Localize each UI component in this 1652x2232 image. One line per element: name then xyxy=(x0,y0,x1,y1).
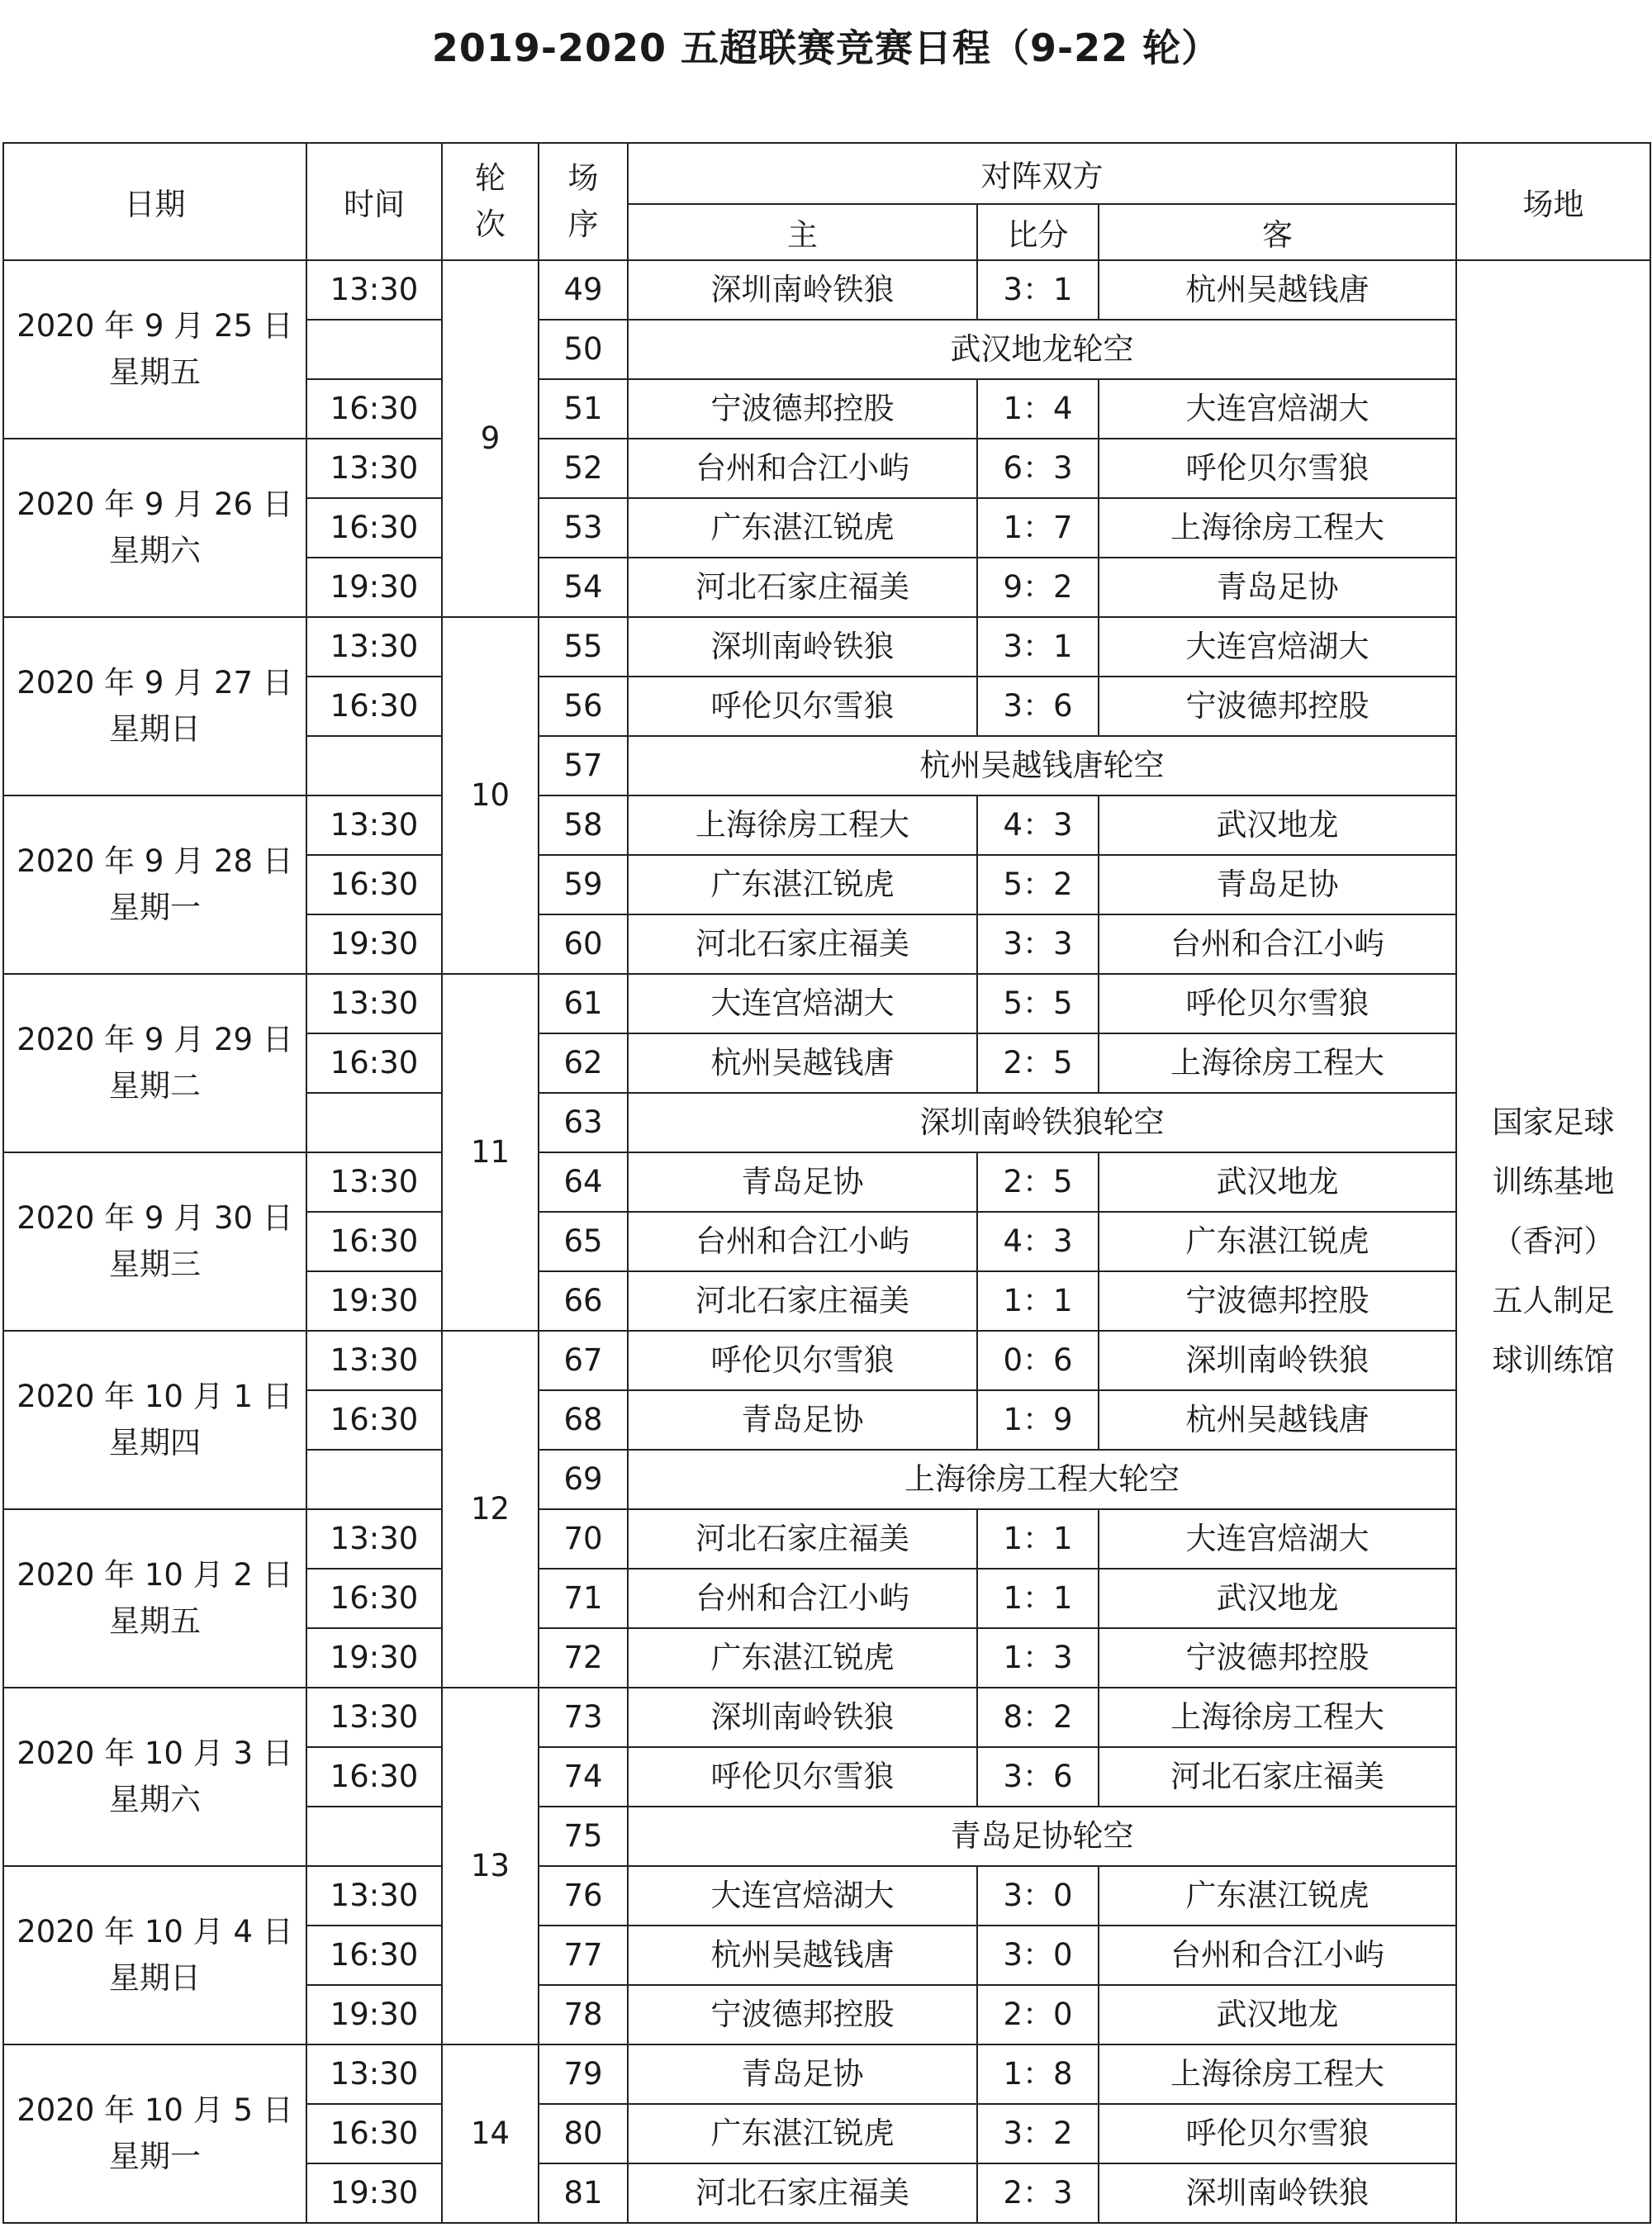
home-team-cell: 大连宫焙湖大 xyxy=(628,974,977,1033)
away-team-cell: 青岛足协 xyxy=(1099,558,1456,617)
header-round: 轮 次 xyxy=(442,143,539,260)
score-cell: 3：1 xyxy=(977,260,1099,320)
match-no-cell: 81 xyxy=(539,2163,628,2223)
match-no-cell: 65 xyxy=(539,1212,628,1271)
match-no-cell: 52 xyxy=(539,439,628,498)
match-no-cell: 78 xyxy=(539,1985,628,2044)
date-cell xyxy=(3,974,306,1152)
away-team-cell: 深圳南岭铁狼 xyxy=(1099,2163,1456,2223)
venue-line: 球训练馆 xyxy=(1492,1342,1615,1378)
score-cell: 3：1 xyxy=(977,617,1099,677)
time-cell: 13:30 xyxy=(306,1866,442,1926)
away-team-cell: 上海徐房工程大 xyxy=(1099,1688,1456,1747)
home-team-cell: 深圳南岭铁狼 xyxy=(628,617,977,677)
time-cell: 16:30 xyxy=(306,677,442,736)
round-cell: 13 xyxy=(442,1688,539,2044)
match-no-cell: 49 xyxy=(539,260,628,320)
match-no-cell: 54 xyxy=(539,558,628,617)
table-row xyxy=(3,1152,1650,1212)
date-cell xyxy=(3,1688,306,1866)
score-cell: 5：5 xyxy=(977,974,1099,1033)
home-team-cell: 大连宫焙湖大 xyxy=(628,1866,977,1926)
date-cell xyxy=(3,1866,306,2044)
match-no-cell: 71 xyxy=(539,1569,628,1628)
header-date: 日期 xyxy=(3,143,306,260)
venue-line: （香河） xyxy=(1492,1223,1615,1259)
header-venue: 场地 xyxy=(1456,143,1650,260)
score-cell: 1：9 xyxy=(977,1390,1099,1450)
score-cell: 1：7 xyxy=(977,498,1099,558)
score-cell: 2：3 xyxy=(977,2163,1099,2223)
match-no-cell: 64 xyxy=(539,1152,628,1212)
table-row xyxy=(3,1509,1650,1569)
score-cell: 1：3 xyxy=(977,1628,1099,1688)
score-cell: 4：3 xyxy=(977,1212,1099,1271)
away-team-cell: 台州和合江小屿 xyxy=(1099,914,1456,974)
away-team-cell: 武汉地龙 xyxy=(1099,1569,1456,1628)
home-team-cell: 河北石家庄福美 xyxy=(628,914,977,974)
round-cell: 9 xyxy=(442,260,539,617)
away-team-cell: 深圳南岭铁狼 xyxy=(1099,1331,1456,1390)
weekday-text: 星期二 xyxy=(109,1068,201,1104)
score-cell: 1：4 xyxy=(977,379,1099,439)
match-no-cell: 53 xyxy=(539,498,628,558)
match-no-cell: 67 xyxy=(539,1331,628,1390)
date-text: 2020 年 10 月 2 日 xyxy=(17,1557,293,1593)
home-team-cell: 青岛足协 xyxy=(628,1152,977,1212)
score-cell: 6：3 xyxy=(977,439,1099,498)
time-cell xyxy=(306,1450,442,1509)
match-no-cell: 76 xyxy=(539,1866,628,1926)
score-cell: 1：1 xyxy=(977,1271,1099,1331)
home-team-cell: 台州和合江小屿 xyxy=(628,1212,977,1271)
score-cell: 2：5 xyxy=(977,1033,1099,1093)
header-matchup: 对阵双方 xyxy=(628,143,1456,204)
away-team-cell: 宁波德邦控股 xyxy=(1099,1628,1456,1688)
away-team-cell: 大连宫焙湖大 xyxy=(1099,1509,1456,1569)
round-cell: 11 xyxy=(442,974,539,1331)
home-team-cell: 上海徐房工程大 xyxy=(628,795,977,855)
time-cell: 16:30 xyxy=(306,498,442,558)
away-team-cell: 杭州吴越钱唐 xyxy=(1099,260,1456,320)
home-team-cell: 宁波德邦控股 xyxy=(628,379,977,439)
score-cell: 3：6 xyxy=(977,1747,1099,1807)
home-team-cell: 呼伦贝尔雪狼 xyxy=(628,1747,977,1807)
home-team-cell: 深圳南岭铁狼 xyxy=(628,260,977,320)
away-team-cell: 呼伦贝尔雪狼 xyxy=(1099,439,1456,498)
home-team-cell: 台州和合江小屿 xyxy=(628,439,977,498)
date-text: 2020 年 10 月 4 日 xyxy=(17,1914,293,1949)
table-row xyxy=(3,1688,1650,1747)
match-no-cell: 66 xyxy=(539,1271,628,1331)
score-cell: 9：2 xyxy=(977,558,1099,617)
weekday-text: 星期五 xyxy=(109,354,201,390)
venue-cell xyxy=(1456,260,1650,2223)
time-cell: 19:30 xyxy=(306,2163,442,2223)
date-cell xyxy=(3,1152,306,1331)
home-team-cell: 广东湛江锐虎 xyxy=(628,1628,977,1688)
time-cell: 16:30 xyxy=(306,1747,442,1807)
time-cell: 16:30 xyxy=(306,1926,442,1985)
date-cell xyxy=(3,260,306,439)
away-team-cell: 宁波德邦控股 xyxy=(1099,677,1456,736)
score-cell: 5：2 xyxy=(977,855,1099,914)
venue-line: 训练基地 xyxy=(1492,1164,1615,1199)
home-team-cell: 广东湛江锐虎 xyxy=(628,498,977,558)
home-team-cell: 青岛足协 xyxy=(628,2044,977,2104)
away-team-cell: 台州和合江小屿 xyxy=(1099,1926,1456,1985)
table-row xyxy=(3,1866,1650,1926)
table-row xyxy=(3,795,1650,855)
match-no-cell: 74 xyxy=(539,1747,628,1807)
table-row xyxy=(3,2044,1650,2104)
time-cell: 13:30 xyxy=(306,795,442,855)
home-team-cell: 河北石家庄福美 xyxy=(628,1509,977,1569)
away-team-cell: 宁波德邦控股 xyxy=(1099,1271,1456,1331)
time-cell: 13:30 xyxy=(306,260,442,320)
match-no-cell: 68 xyxy=(539,1390,628,1450)
bye-cell: 杭州吴越钱唐轮空 xyxy=(628,736,1456,795)
header-score: 比分 xyxy=(977,204,1099,260)
weekday-text: 星期一 xyxy=(109,890,201,925)
match-no-cell: 77 xyxy=(539,1926,628,1985)
away-team-cell: 青岛足协 xyxy=(1099,855,1456,914)
weekday-text: 星期六 xyxy=(109,1782,201,1817)
header-home: 主 xyxy=(628,204,977,260)
round-cell: 10 xyxy=(442,617,539,974)
date-cell xyxy=(3,439,306,617)
bye-cell: 武汉地龙轮空 xyxy=(628,320,1456,379)
away-team-cell: 呼伦贝尔雪狼 xyxy=(1099,2104,1456,2163)
away-team-cell: 武汉地龙 xyxy=(1099,795,1456,855)
time-cell: 19:30 xyxy=(306,558,442,617)
match-no-cell: 62 xyxy=(539,1033,628,1093)
time-cell xyxy=(306,320,442,379)
score-cell: 2：0 xyxy=(977,1985,1099,2044)
time-cell: 13:30 xyxy=(306,974,442,1033)
away-team-cell: 大连宫焙湖大 xyxy=(1099,617,1456,677)
round-cell: 14 xyxy=(442,2044,539,2223)
match-no-cell: 59 xyxy=(539,855,628,914)
score-cell: 1：1 xyxy=(977,1509,1099,1569)
score-cell: 4：3 xyxy=(977,795,1099,855)
time-cell: 13:30 xyxy=(306,1331,442,1390)
away-team-cell: 上海徐房工程大 xyxy=(1099,2044,1456,2104)
date-cell xyxy=(3,1509,306,1688)
match-no-cell: 51 xyxy=(539,379,628,439)
home-team-cell: 呼伦贝尔雪狼 xyxy=(628,677,977,736)
match-no-cell: 60 xyxy=(539,914,628,974)
match-no-cell: 56 xyxy=(539,677,628,736)
bye-cell: 上海徐房工程大轮空 xyxy=(628,1450,1456,1509)
time-cell: 16:30 xyxy=(306,1212,442,1271)
schedule-table xyxy=(2,142,1651,2224)
weekday-text: 星期日 xyxy=(109,1960,201,1996)
away-team-cell: 杭州吴越钱唐 xyxy=(1099,1390,1456,1450)
time-cell: 19:30 xyxy=(306,914,442,974)
venue-line: 五人制足 xyxy=(1492,1283,1615,1318)
score-cell: 2：5 xyxy=(977,1152,1099,1212)
header-time: 时间 xyxy=(306,143,442,260)
match-no-cell: 73 xyxy=(539,1688,628,1747)
time-cell: 13:30 xyxy=(306,1688,442,1747)
home-team-cell: 杭州吴越钱唐 xyxy=(628,1926,977,1985)
weekday-text: 星期六 xyxy=(109,533,201,568)
score-cell: 0：6 xyxy=(977,1331,1099,1390)
table-row xyxy=(3,1331,1650,1390)
score-cell: 3：3 xyxy=(977,914,1099,974)
time-cell: 13:30 xyxy=(306,1152,442,1212)
home-team-cell: 台州和合江小屿 xyxy=(628,1569,977,1628)
away-team-cell: 上海徐房工程大 xyxy=(1099,498,1456,558)
match-no-cell: 57 xyxy=(539,736,628,795)
date-cell xyxy=(3,2044,306,2223)
match-no-cell: 70 xyxy=(539,1509,628,1569)
match-no-cell: 79 xyxy=(539,2044,628,2104)
score-cell: 3：6 xyxy=(977,677,1099,736)
date-text: 2020 年 10 月 5 日 xyxy=(17,2092,293,2128)
header-match-no: 场 序 xyxy=(539,143,628,260)
match-no-cell: 72 xyxy=(539,1628,628,1688)
home-team-cell: 杭州吴越钱唐 xyxy=(628,1033,977,1093)
match-no-cell: 55 xyxy=(539,617,628,677)
table-row xyxy=(3,974,1650,1033)
match-no-cell: 80 xyxy=(539,2104,628,2163)
score-cell: 1：1 xyxy=(977,1569,1099,1628)
time-cell: 19:30 xyxy=(306,1271,442,1331)
date-cell xyxy=(3,795,306,974)
home-team-cell: 河北石家庄福美 xyxy=(628,1271,977,1331)
weekday-text: 星期三 xyxy=(109,1247,201,1282)
time-cell: 13:30 xyxy=(306,617,442,677)
table-row xyxy=(3,439,1650,498)
time-cell: 16:30 xyxy=(306,1033,442,1093)
score-cell: 3：0 xyxy=(977,1866,1099,1926)
time-cell: 19:30 xyxy=(306,1985,442,2044)
home-team-cell: 呼伦贝尔雪狼 xyxy=(628,1331,977,1390)
table-row xyxy=(3,260,1650,320)
date-cell xyxy=(3,617,306,795)
home-team-cell: 青岛足协 xyxy=(628,1390,977,1450)
time-cell: 16:30 xyxy=(306,379,442,439)
away-team-cell: 河北石家庄福美 xyxy=(1099,1747,1456,1807)
weekday-text: 星期五 xyxy=(109,1603,201,1639)
date-text: 2020 年 9 月 29 日 xyxy=(17,1022,293,1057)
match-no-cell: 69 xyxy=(539,1450,628,1509)
away-team-cell: 武汉地龙 xyxy=(1099,1985,1456,2044)
time-cell: 16:30 xyxy=(306,1390,442,1450)
page-title: 2019-2020 五超联赛竞赛日程（9-22 轮） xyxy=(431,26,1221,70)
match-no-cell: 63 xyxy=(539,1093,628,1152)
time-cell: 19:30 xyxy=(306,1628,442,1688)
weekday-text: 星期四 xyxy=(109,1425,201,1460)
away-team-cell: 武汉地龙 xyxy=(1099,1152,1456,1212)
schedule-body xyxy=(3,260,1650,2223)
score-cell: 3：2 xyxy=(977,2104,1099,2163)
time-cell xyxy=(306,736,442,795)
time-cell xyxy=(306,1093,442,1152)
away-team-cell: 上海徐房工程大 xyxy=(1099,1033,1456,1093)
bye-cell: 青岛足协轮空 xyxy=(628,1807,1456,1866)
away-team-cell: 广东湛江锐虎 xyxy=(1099,1866,1456,1926)
match-no-cell: 58 xyxy=(539,795,628,855)
date-text: 2020 年 9 月 26 日 xyxy=(17,487,293,522)
score-cell: 1：8 xyxy=(977,2044,1099,2104)
time-cell: 13:30 xyxy=(306,1509,442,1569)
away-team-cell: 呼伦贝尔雪狼 xyxy=(1099,974,1456,1033)
home-team-cell: 深圳南岭铁狼 xyxy=(628,1688,977,1747)
match-no-cell: 75 xyxy=(539,1807,628,1866)
date-cell xyxy=(3,1331,306,1509)
time-cell xyxy=(306,1807,442,1866)
date-text: 2020 年 9 月 25 日 xyxy=(17,308,293,344)
round-cell: 12 xyxy=(442,1331,539,1688)
time-cell: 13:30 xyxy=(306,2044,442,2104)
table-row xyxy=(3,617,1650,677)
away-team-cell: 大连宫焙湖大 xyxy=(1099,379,1456,439)
weekday-text: 星期一 xyxy=(109,2139,201,2174)
date-text: 2020 年 9 月 27 日 xyxy=(17,665,293,700)
date-text: 2020 年 9 月 28 日 xyxy=(17,843,293,879)
time-cell: 13:30 xyxy=(306,439,442,498)
match-no-cell: 61 xyxy=(539,974,628,1033)
date-text: 2020 年 10 月 3 日 xyxy=(17,1736,293,1771)
home-team-cell: 宁波德邦控股 xyxy=(628,1985,977,2044)
date-text: 2020 年 9 月 30 日 xyxy=(17,1200,293,1236)
home-team-cell: 广东湛江锐虎 xyxy=(628,2104,977,2163)
score-cell: 3：0 xyxy=(977,1926,1099,1985)
date-text: 2020 年 10 月 1 日 xyxy=(17,1379,293,1414)
match-no-cell: 50 xyxy=(539,320,628,379)
weekday-text: 星期日 xyxy=(109,711,201,747)
home-team-cell: 河北石家庄福美 xyxy=(628,558,977,617)
venue-line: 国家足球 xyxy=(1492,1104,1615,1140)
bye-cell: 深圳南岭铁狼轮空 xyxy=(628,1093,1456,1152)
home-team-cell: 河北石家庄福美 xyxy=(628,2163,977,2223)
away-team-cell: 广东湛江锐虎 xyxy=(1099,1212,1456,1271)
time-cell: 16:30 xyxy=(306,1569,442,1628)
time-cell: 16:30 xyxy=(306,855,442,914)
time-cell: 16:30 xyxy=(306,2104,442,2163)
home-team-cell: 广东湛江锐虎 xyxy=(628,855,977,914)
score-cell: 8：2 xyxy=(977,1688,1099,1747)
header-away: 客 xyxy=(1099,204,1456,260)
